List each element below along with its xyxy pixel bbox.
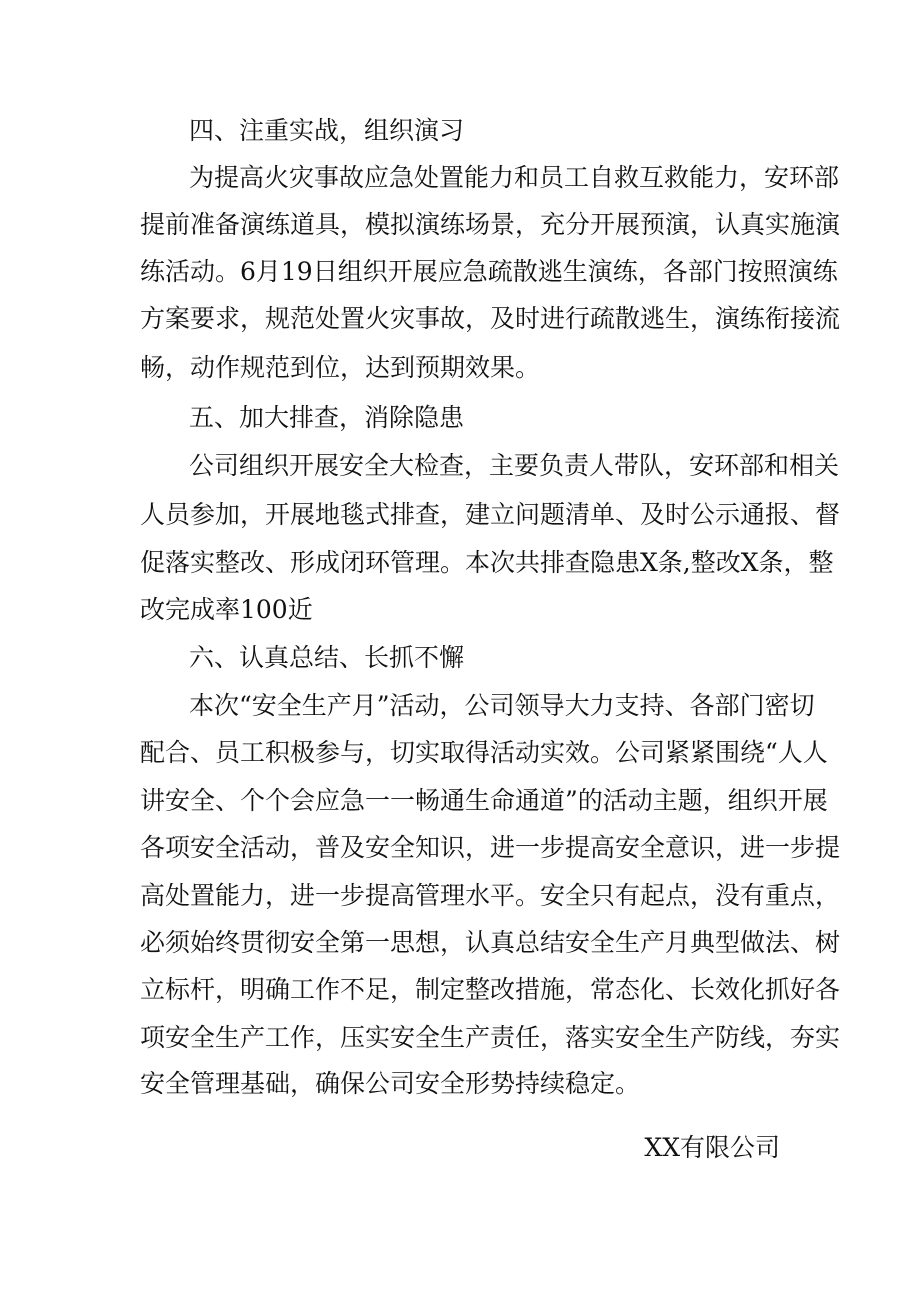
paragraph-line: 必须始终贯彻安全第一思想，认真总结安全生产月典型做法、树	[140, 928, 841, 957]
paragraph-line: 安全管理基础，确保公司安全形势持续稳定。	[140, 1069, 641, 1098]
paragraph-line: 讲安全、个个会应急一一畅通生命通道”的活动主题，组织开展	[140, 786, 828, 815]
section-heading-4: 四、注重实战，组织演习	[189, 116, 465, 145]
paragraph-line: 练活动。6月19日组织开展应急疏散逃生演练，各部门按照演练	[140, 257, 838, 286]
paragraph-line: 方案要求，规范处置火灾事故，及时进行疏散逃生，演练衔接流	[140, 304, 841, 333]
paragraph-line: 配合、员工积极参与，切实取得活动实效。公司紧紧围绕“人人	[140, 738, 828, 767]
paragraph-line: 公司组织开展安全大检查，主要负责人带队，安环部和相关	[189, 451, 840, 480]
paragraph-line: 各项安全活动，普及安全知识，进一步提高安全意识，进一步提	[140, 833, 841, 862]
paragraph-line: 为提高火灾事故应急处置能力和员工自救互救能力，安环部	[189, 163, 840, 192]
section-heading-5: 五、加大排查，消除隐患	[189, 403, 465, 432]
paragraph-line: 促落实整改、形成闭环管理。本次共排查隐患X条,整改X条，整	[140, 548, 834, 577]
paragraph-line: 畅，动作规范到位，达到预期效果。	[140, 353, 541, 382]
paragraph-line: 立标杆，明确工作不足，制定整改措施，常态化、长效化抓好各	[140, 975, 841, 1004]
paragraph-line: 人员参加，开展地毯式排查，建立问题清单、及时公示通报、督	[140, 500, 841, 529]
paragraph-line: 改完成率100近	[140, 595, 313, 624]
paragraph-line: 本次“安全生产月”活动，公司领导大力支持、各部门密切	[189, 691, 815, 720]
paragraph-line: 项安全生产工作，压实安全生产责任，落实安全生产防线，夯实	[140, 1023, 841, 1052]
paragraph-line: 提前准备演练道具，模拟演练场景，充分开展预演，认真实施演	[140, 210, 841, 239]
signature-company: XX有限公司	[644, 1133, 780, 1162]
section-heading-6: 六、认真总结、长抓不懈	[189, 643, 465, 672]
paragraph-line: 高处置能力，进一步提高管理水平。安全只有起点，没有重点，	[140, 881, 841, 910]
